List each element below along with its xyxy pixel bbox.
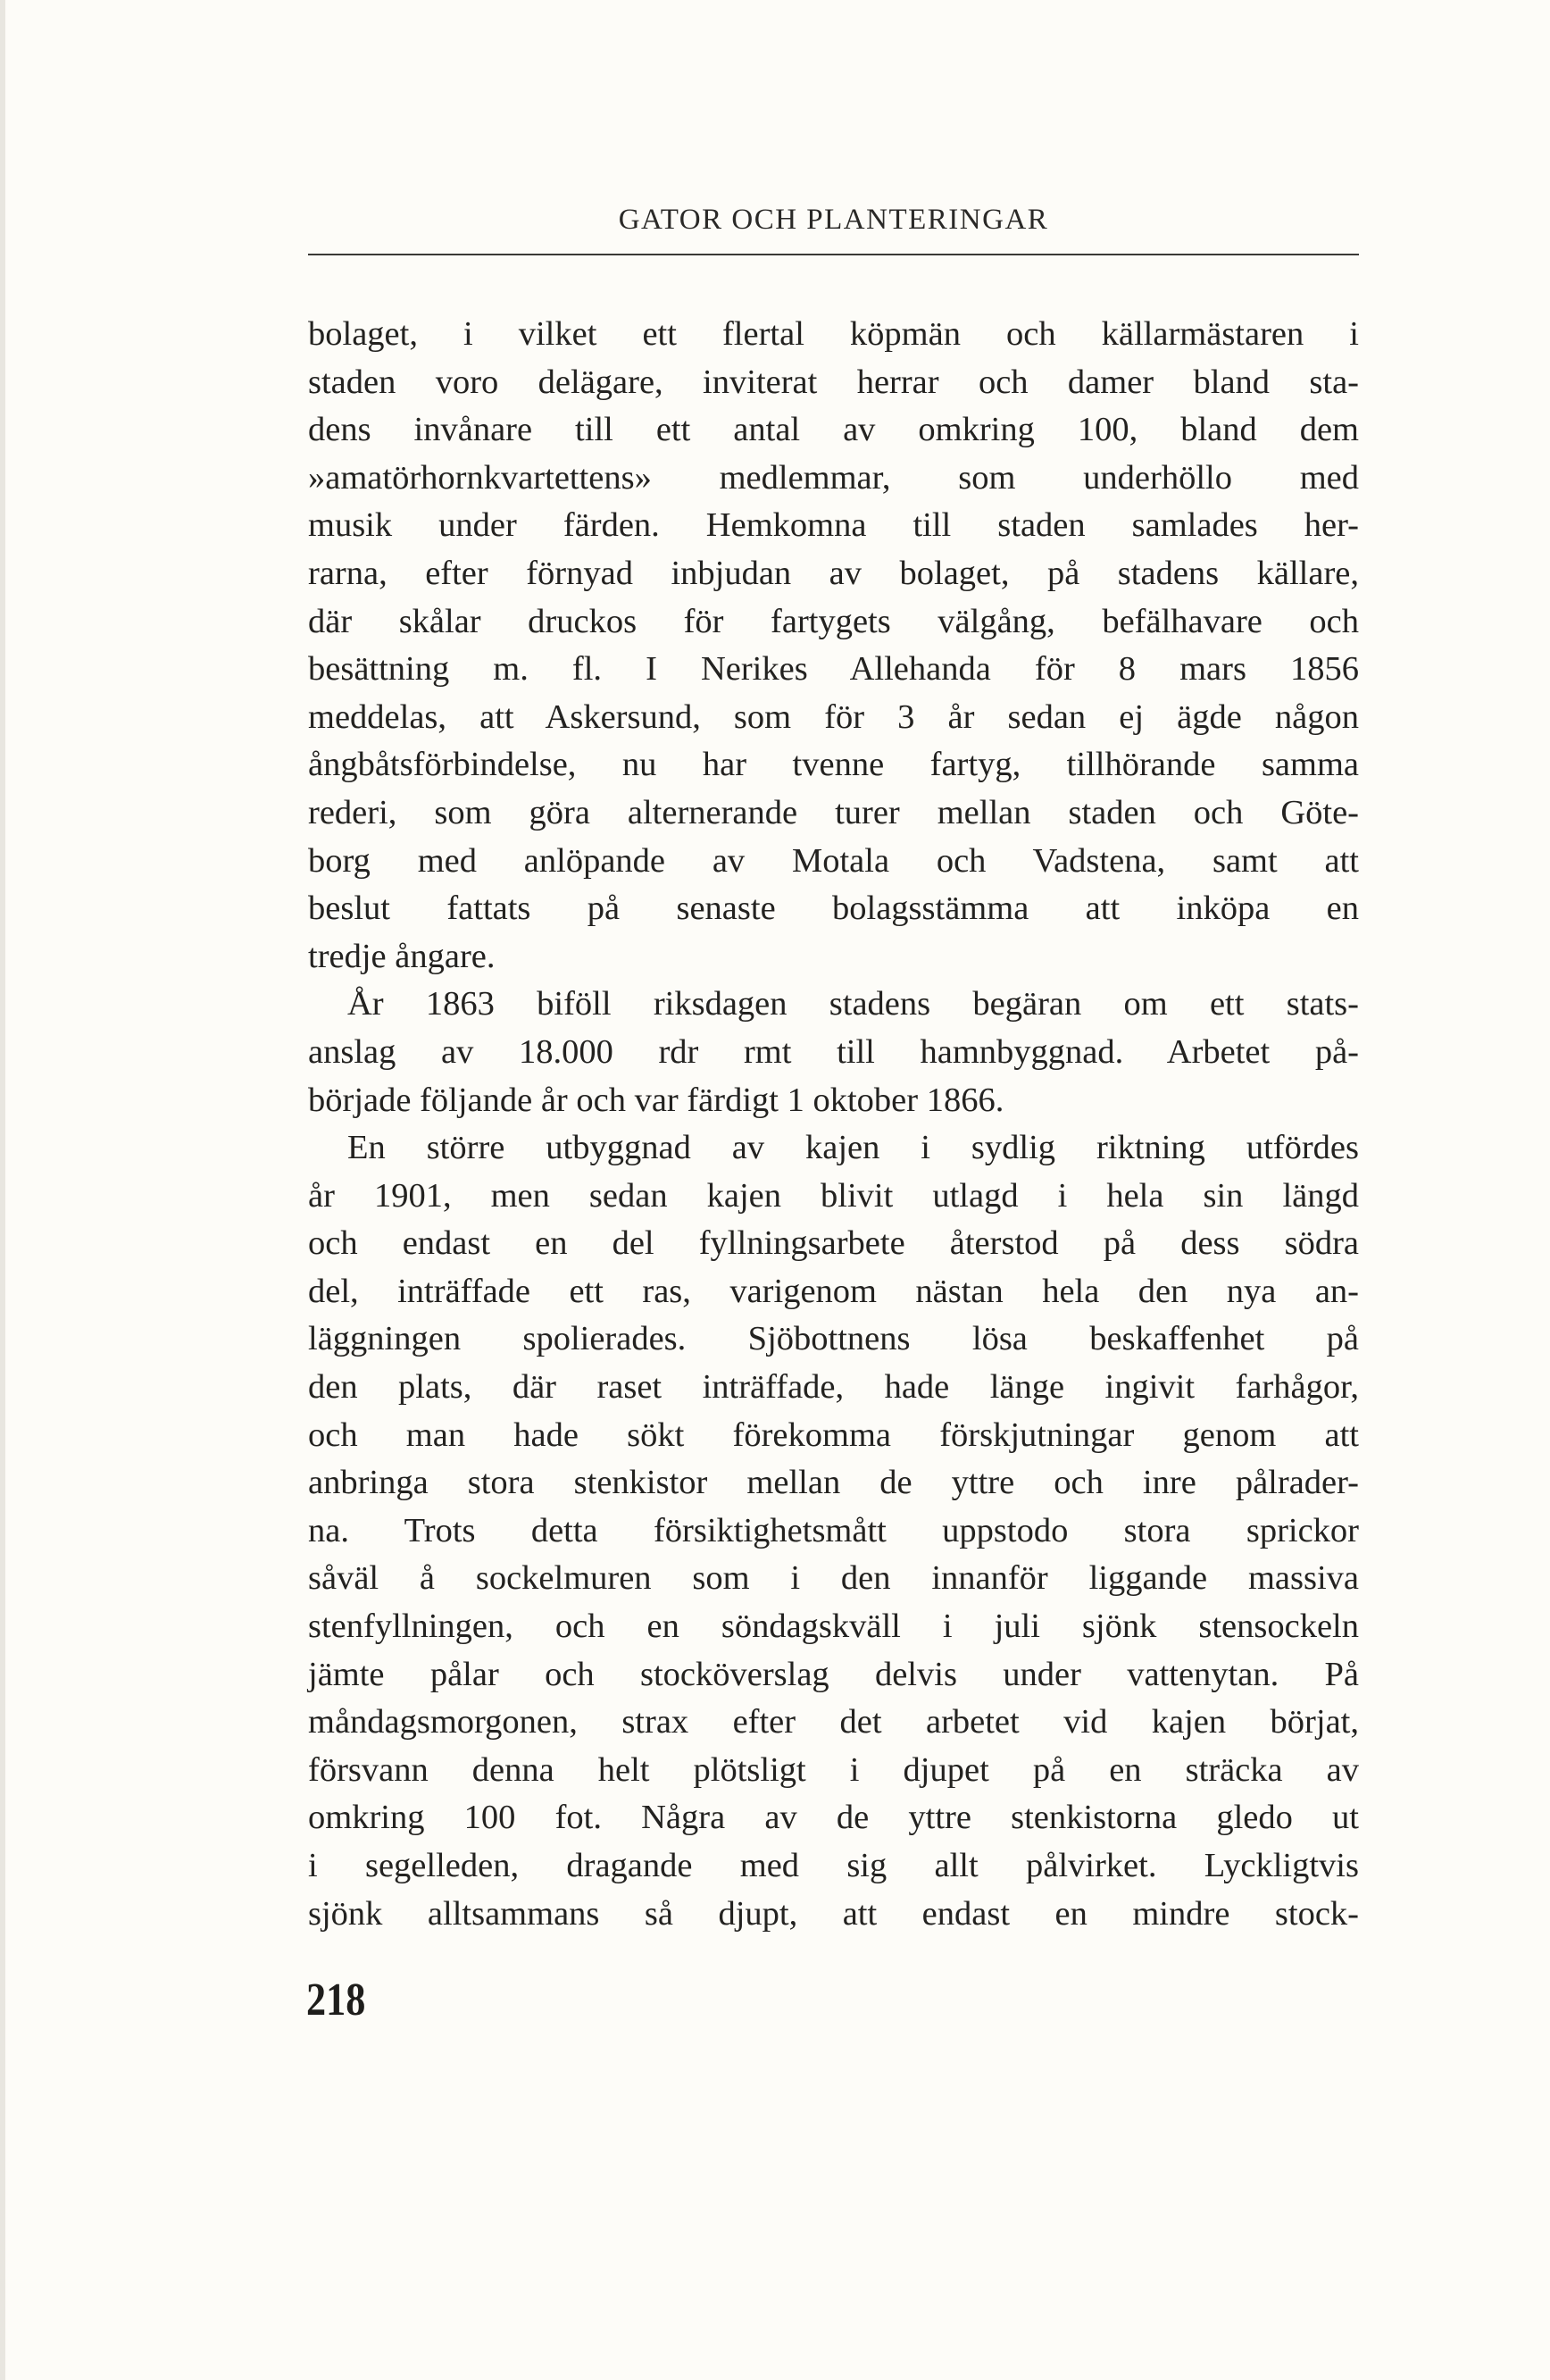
running-head: GATOR OCH PLANTERINGAR	[618, 204, 1049, 236]
text-line: meddelas, att Askersund, som för 3 år sedan ej ägde någon	[308, 697, 1359, 736]
text-line: borg med anlöpande av Motala och Vadstena, samt att	[308, 841, 1359, 880]
text-line: bolaget, i vilket ett flertal köpmän och källarmästaren i	[308, 315, 1359, 353]
text-line: började följande år och var färdigt 1 oktober 1866.	[308, 1081, 1004, 1119]
text-line: na. Trots detta försiktighetsmått uppstodo stora sprickor	[308, 1511, 1359, 1549]
page-number: 218	[306, 1975, 366, 2025]
text-line: och endast en del fyllningsarbete återstod på dess södra	[308, 1224, 1359, 1263]
text-line: tredje ångare.	[308, 937, 496, 975]
text-line: sjönk alltsammans så djupt, att endast en mindre stock-	[308, 1894, 1359, 1933]
text-line: läggningen spolierades. Sjöbottnens lösa beskaffenhet på	[308, 1320, 1359, 1358]
text-line: rarna, efter förnyad inbjudan av bolaget, på stadens källare,	[308, 554, 1359, 592]
text-line: och man hade sökt förekomma förskjutningar genom att	[308, 1415, 1359, 1454]
text-line: dens invånare till ett antal av omkring 100, bland dem	[308, 411, 1359, 449]
text-line: beslut fattats på senaste bolagsstämma att inköpa en	[308, 889, 1359, 928]
text-line: ångbåtsförbindelse, nu har tvenne fartyg, tillhörande samma	[308, 746, 1359, 784]
page-edge-shadow	[0, 0, 5, 2380]
text-line: »amatörhornkvartettens» medlemmar, som underhöllo med	[308, 458, 1359, 497]
text-line: del, inträffade ett ras, varigenom nästan hela den nya an-	[308, 1272, 1359, 1310]
text-line: jämte pålar och stocköverslag delvis under vattenytan. På	[308, 1655, 1359, 1693]
body-text	[308, 311, 1359, 1938]
text-line: En större utbyggnad av kajen i sydlig riktning utfördes	[347, 1129, 1359, 1167]
text-line: i segelleden, dragande med sig allt pålvirket. Lyckligtvis	[308, 1847, 1359, 1884]
text-line: såväl å sockelmuren som i den innanför liggande massiva	[308, 1559, 1359, 1598]
text-line: måndagsmorgonen, strax efter det arbetet vid kajen börjat,	[308, 1703, 1359, 1741]
text-line: försvann denna helt plötsligt i djupet på en sträcka av	[308, 1750, 1359, 1789]
text-line: omkring 100 fot. Några av de yttre stenkistorna gledo ut	[308, 1799, 1359, 1837]
text-line: där skålar druckos för fartygets välgång, befälhavare och	[308, 602, 1359, 640]
text-line: den plats, där raset inträffade, hade länge ingivit farhågor,	[308, 1368, 1359, 1407]
header-rule	[308, 254, 1359, 255]
text-line: musik under färden. Hemkomna till staden samlades her-	[308, 506, 1359, 545]
text-line: anslag av 18.000 rdr rmt till hamnbyggnad. Arbetet på-	[308, 1032, 1359, 1071]
text-line: anbringa stora stenkistor mellan de yttre och inre pålrader-	[308, 1464, 1359, 1502]
text-line: rederi, som göra alternerande turer mellan staden och Göte-	[308, 793, 1359, 831]
text-line: staden voro delägare, inviterat herrar och damer bland sta-	[308, 363, 1359, 401]
text-line: stenfyllningen, och en söndagskväll i juli sjönk stensockeln	[308, 1608, 1359, 1646]
text-line: År 1863 biföll riksdagen stadens begäran om ett stats-	[347, 985, 1359, 1023]
text-line: år 1901, men sedan kajen blivit utlagd i hela sin längd	[308, 1176, 1359, 1215]
text-line: besättning m. fl. I Nerikes Allehanda för 8 mars 1856	[308, 650, 1359, 689]
